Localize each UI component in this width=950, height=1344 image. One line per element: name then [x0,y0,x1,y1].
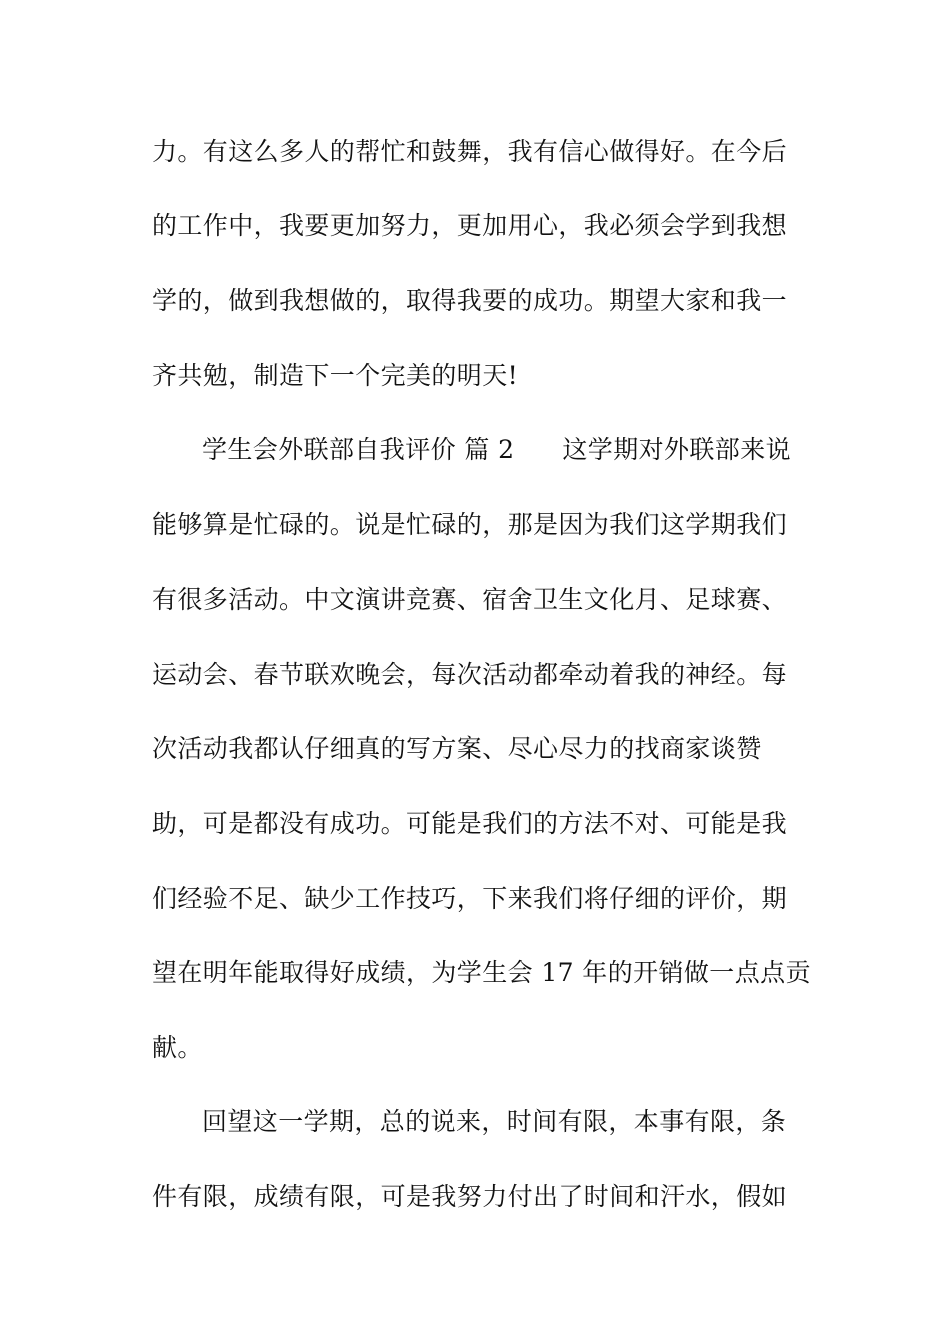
paragraph-line: 回望这一学期，总的说来，时间有限，本事有限，条 [202,1107,787,1136]
paragraph-line: 助，可是都没有成功。可能是我们的方法不对、可能是我 [152,809,788,838]
paragraph-line: 件有限，成绩有限，可是我努力付出了时间和汗水，假如 [152,1182,788,1211]
paragraph-text: 这学期对外联部来说 [562,435,792,464]
paragraph-line: 能够算是忙碌的。说是忙碌的，那是因为我们这学期我们 [152,510,788,539]
paragraph-line: 运动会、春节联欢晚会，每次活动都牵动着我的神经。每 [152,660,788,689]
paragraph-line: 学的，做到我想做的，取得我要的成功。期望大家和我一 [152,286,788,315]
paragraph-line: 望在明年能取得好成绩，为学生会 17 年的开销做一点点贡 [152,958,811,987]
paragraph-line: 有很多活动。中文演讲竞赛、宿舍卫生文化月、足球赛、 [152,585,788,614]
paragraph-line: 次活动我都认仔细真的写方案、尽心尽力的找商家谈赞 [152,734,762,763]
paragraph-line: 的工作中，我要更加努力，更加用心，我必须会学到我想 [152,211,788,240]
paragraph-line: 们经验不足、缺少工作技巧，下来我们将仔细的评价，期 [152,884,788,913]
section-heading-line [202,434,791,466]
paragraph-line: 齐共勉，制造下一个完美的明天! [152,361,519,390]
paragraph-line: 献。 [152,1033,203,1062]
section-heading: 学生会外联部自我评价 篇 2 [202,435,515,464]
paragraph-line: 力。有这么多人的帮忙和鼓舞，我有信心做得好。在今后 [152,137,788,166]
